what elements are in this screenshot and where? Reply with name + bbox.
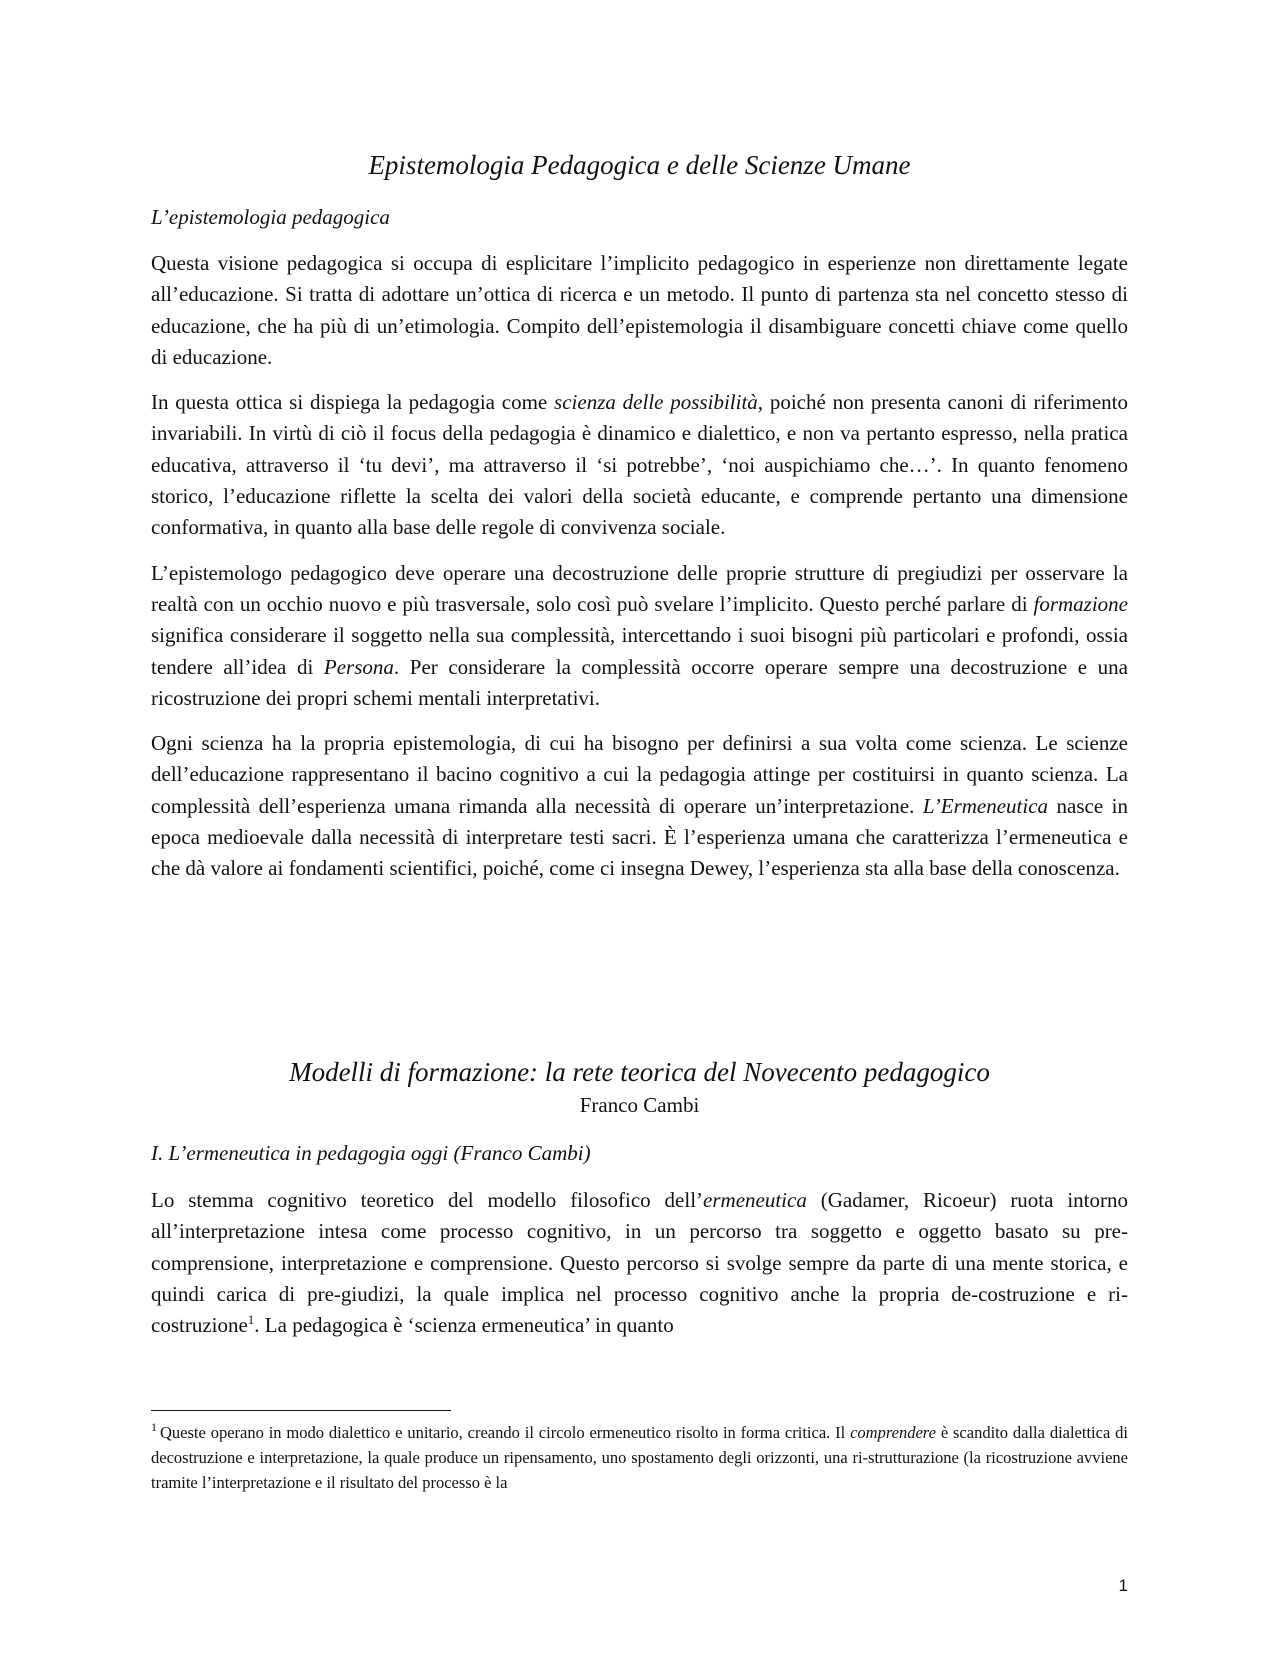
paragraph-1: Questa visione pedagogica si occupa di esplicitare l’implicito pedagogico in esperienze non direttamente legate all’educazione. Si tratta di adottare un’ottica di ricerca e un metodo. Il punto di partenza sta nel concetto stesso di educazione, che ha più di un’etimologia. Compito dell’epistemologia il disambiguare concetti chiave come quello di educazione. [151, 251, 1128, 369]
emphasis-ermeneutica: L’Ermeneutica [922, 793, 1049, 818]
paragraph-5: Lo stemma cognitivo teoretico del modello filosofico dell’ermeneutica (Gadamer, Ricoeur) ruota intorno all’interpretazione intesa come processo cognitivo, in un percorso tra soggetto e oggetto basato su pre-comprensione, interpretazione e comprensione. Questo percorso si svolge sempre da parte di una mente storica, e quindi carica di pre-giudizi, la quale implica nel processo cognitivo anche la propria de-costruzione e ri-costruzione$^1$. La pedagogica è ‘scienza ermeneutica’ in quanto [151, 1188, 1129, 1338]
paragraph-3: L’epistemologo pedagogico deve operare una decostruzione delle proprie strutture di pregiudizi per osservare la realtà con un occhio nuovo e più trasversale, solo così può svelare l’implicito. Questo perché parlare di formazione significa considerare il soggetto nella sua complessità, intercettando i suoi bisogni più particolari e profondi, ossia tendere all’idea di Persona. Per considerare la complessità occorre operare sempre una decostruzione e una ricostruzione dei propri schemi mentali interpretativi. [151, 560, 1128, 710]
emphasis-scienza-possibilita: scienza delle possibilità [554, 390, 758, 415]
paragraph-4: Ogni scienza ha la propria epistemologia, di cui ha bisogno per definirsi a sua volta come scienza. Le scienze dell’educazione rappresentano il bacino cognitivo a cui la pedagogia attinge per costituirsi in quanto scienza. La complessità dell’esperienza umana rimanda alla necessità di operare un’interpretazione. L’Ermeneutica nasce in epoca medioevale dalla necessità di interpretare testi sacri. È l’esperienza umana che caratterizza l’ermeneutica e che dà valore ai fondamenti scientifici, poiché, come ci insegna Dewey, l’esperienza sta alla base della conoscenza. [151, 731, 1128, 881]
chapter-title: Modelli di formazione: la rete teorica del Novecento pedagogico [289, 1057, 990, 1087]
footnote-reference: 1 [247, 1312, 255, 1328]
footnote: $^1$ Queste operano in modo dialettico e unitario, creando il circolo ermeneutico risolto in forma critica. Il comprendere è scandito dalla dialettica di decostruzione e interpretazione, la quale produce un ripensamento, uno spostamento degli orizzonti, una ri-strutturazione (la ricostruzione avviene tramite l’interpretazione e il risultato del processo è la [151, 1420, 1128, 1492]
emphasis-persona: Persona [323, 654, 394, 679]
section-heading-ermeneutica: I. L’ermeneutica in pedagogia oggi (Franco Cambi) [151, 1141, 591, 1165]
chapter-author: Franco Cambi [579, 1093, 700, 1117]
section-heading-epistemologia: L’epistemologia pedagogica [151, 205, 390, 229]
emphasis-formazione: formazione [1033, 591, 1128, 616]
emphasis-comprendere: comprendere [850, 1423, 936, 1442]
emphasis-ermeneutica-term: ermeneutica [703, 1188, 807, 1212]
document-page [151, 0, 1128, 1656]
paragraph-2: In questa ottica si dispiega la pedagogia come scienza delle possibilità, poiché non presenta canoni di riferimento invariabili. In virtù di ciò il focus della pedagogia è dinamico e dialettico, e non va pertanto espresso, nella pratica educativa, attraverso il ‘tu devi’, ma attraverso il ‘si potrebbe’, ‘noi auspichiamo che…’. In quanto fenomeno storico, l’educazione riflette la scelta dei valori della società educante, e comprende pertanto una dimensione conformativa, in quanto alla base delle regole di convivenza sociale. [151, 390, 1128, 540]
section-body-epistemologia [151, 248, 1128, 899]
section-body-ermeneutica [151, 1185, 1128, 1355]
footnote-separator [151, 1410, 451, 1411]
page-number: 1 [1118, 1576, 1128, 1595]
document-title: Epistemologia Pedagogica e delle Scienze Umane [368, 150, 911, 180]
footnote-marker: 1 [151, 1420, 157, 1434]
